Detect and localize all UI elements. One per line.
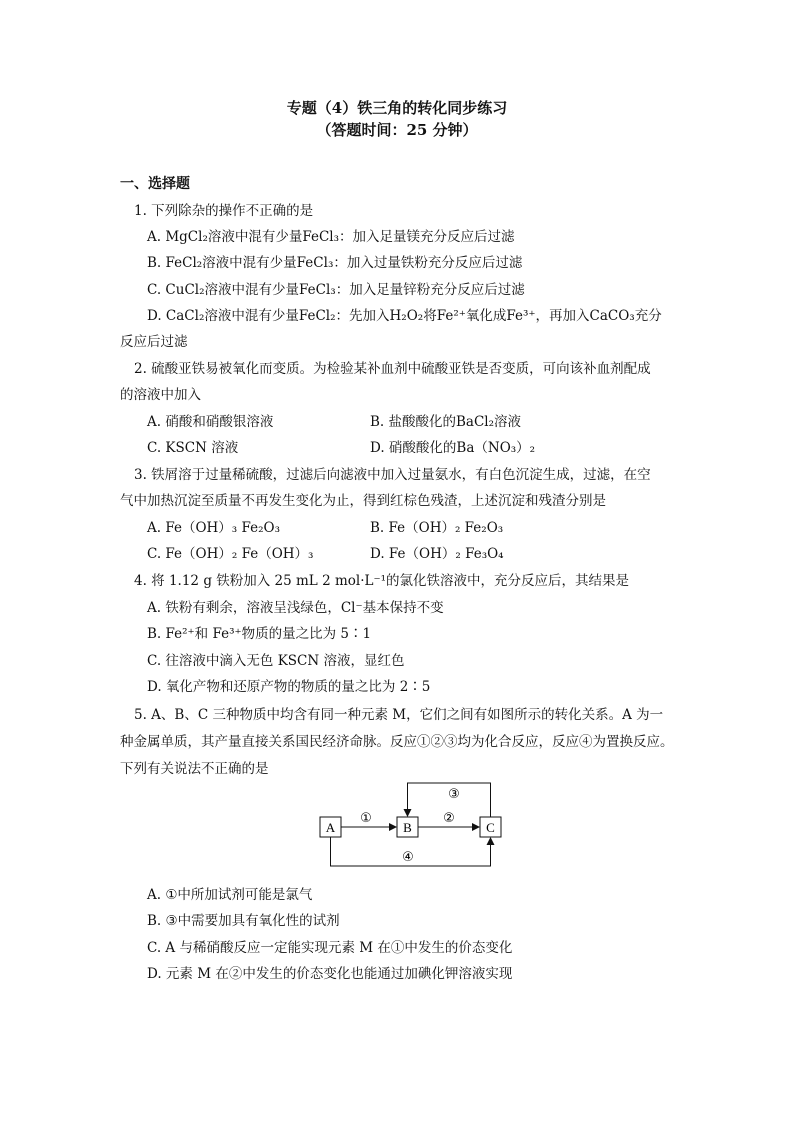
question-4-option-d: D. 氧化产物和还原产物的物质的量之比为 2∶5	[147, 679, 431, 695]
question-1-option-d: D. CaCl₂溶液中混有少量FeCl₂：先加入H₂O₂将Fe²⁺氧化成Fe³⁺，再加入CaCO₃充分	[147, 308, 662, 324]
node-b-label: B	[403, 820, 412, 835]
question-4-option-b: B. Fe²⁺和 Fe³⁺物质的量之比为 5∶1	[147, 626, 372, 642]
question-3-option-a: A. Fe（OH）₃ Fe₂O₃	[147, 520, 281, 536]
question-2-option-d: D. 硝酸酸化的Ba（NO₃）₂	[370, 440, 536, 456]
question-3-stem: 3. 铁屑溶于过量稀硫酸，过滤后向滤液中加入过量氨水，有白色沉淀生成，过滤，在空	[134, 467, 651, 483]
question-3-option-b: B. Fe（OH）₂ Fe₂O₃	[370, 520, 504, 536]
question-2-option-a: A. 硝酸和硝酸银溶液	[147, 414, 274, 430]
reaction-4-label: ④	[402, 850, 414, 865]
page-title: 专题（4）铁三角的转化同步练习	[286, 99, 508, 117]
question-5-stem-line-2: 种金属单质，其产量直接关系国民经济命脉。反应①②③均为化合反应，反应④为置换反应。	[120, 734, 674, 750]
question-2-option-b: B. 盐酸酸化的BaCl₂溶液	[370, 414, 522, 430]
question-4-option-c: C. 往溶液中滴入无色 KSCN 溶液，显红色	[147, 653, 405, 669]
question-1-option-a: A. MgCl₂溶液中混有少量FeCl₃：加入足量镁充分反应后过滤	[147, 229, 515, 245]
reaction-1-label: ①	[360, 811, 372, 826]
question-2-option-c: C. KSCN 溶液	[147, 440, 239, 456]
question-2-stem: 2. 硫酸亚铁易被氧化而变质。为检验某补血剂中硫酸亚铁是否变质，可向该补血剂配成	[134, 361, 651, 377]
reaction-2-label: ②	[443, 811, 455, 826]
question-5-option-b: B. ③中需要加具有氧化性的试剂	[147, 913, 340, 929]
question-5-stem: 5. A、B、C 三种物质中均含有同一种元素 M，它们之间有如图所示的转化关系。A 为一	[134, 707, 664, 723]
question-1-stem: 1. 下列除杂的操作不正确的是	[134, 203, 314, 219]
question-4-stem: 4. 将 1.12 g 铁粉加入 25 mL 2 mol·L⁻¹的氯化铁溶液中，充分反应后，其结果是	[134, 573, 629, 589]
question-3-option-c: C. Fe（OH）₂ Fe（OH）₃	[147, 546, 314, 562]
question-4-option-a: A. 铁粉有剩余，溶液呈浅绿色，Cl⁻基本保持不变	[147, 600, 444, 616]
question-1-option-c: C. CuCl₂溶液中混有少量FeCl₃：加入足量锌粉充分反应后过滤	[147, 282, 525, 298]
transformation-diagram	[318, 778, 508, 873]
question-5-option-c: C. A 与稀硝酸反应一定能实现元素 M 在①中发生的价态变化	[147, 940, 513, 956]
question-5-option-d: D. 元素 M 在②中发生的价态变化也能通过加碘化钾溶液实现	[147, 966, 513, 982]
node-a-label: A	[325, 820, 336, 835]
page-subtitle: （答题时间：25 分钟）	[316, 121, 478, 139]
question-5-stem-line-3: 下列有关说法不正确的是	[120, 761, 269, 777]
reaction-3-label: ③	[448, 787, 460, 802]
question-1-option-d-continued: 反应后过滤	[120, 334, 188, 350]
question-2-stem-continued: 的溶液中加入	[120, 387, 201, 403]
node-c-label: C	[486, 820, 495, 835]
question-3-option-d: D. Fe（OH）₂ Fe₃O₄	[370, 546, 504, 562]
question-3-stem-continued: 气中加热沉淀至质量不再发生变化为止，得到红棕色残渣，上述沉淀和残渣分别是	[120, 493, 606, 509]
question-5-option-a: A. ①中所加试剂可能是氯气	[147, 887, 313, 903]
section-heading: 一、选择题	[120, 176, 190, 192]
question-1-option-b: B. FeCl₂溶液中混有少量FeCl₃：加入过量铁粉充分反应后过滤	[147, 255, 523, 271]
